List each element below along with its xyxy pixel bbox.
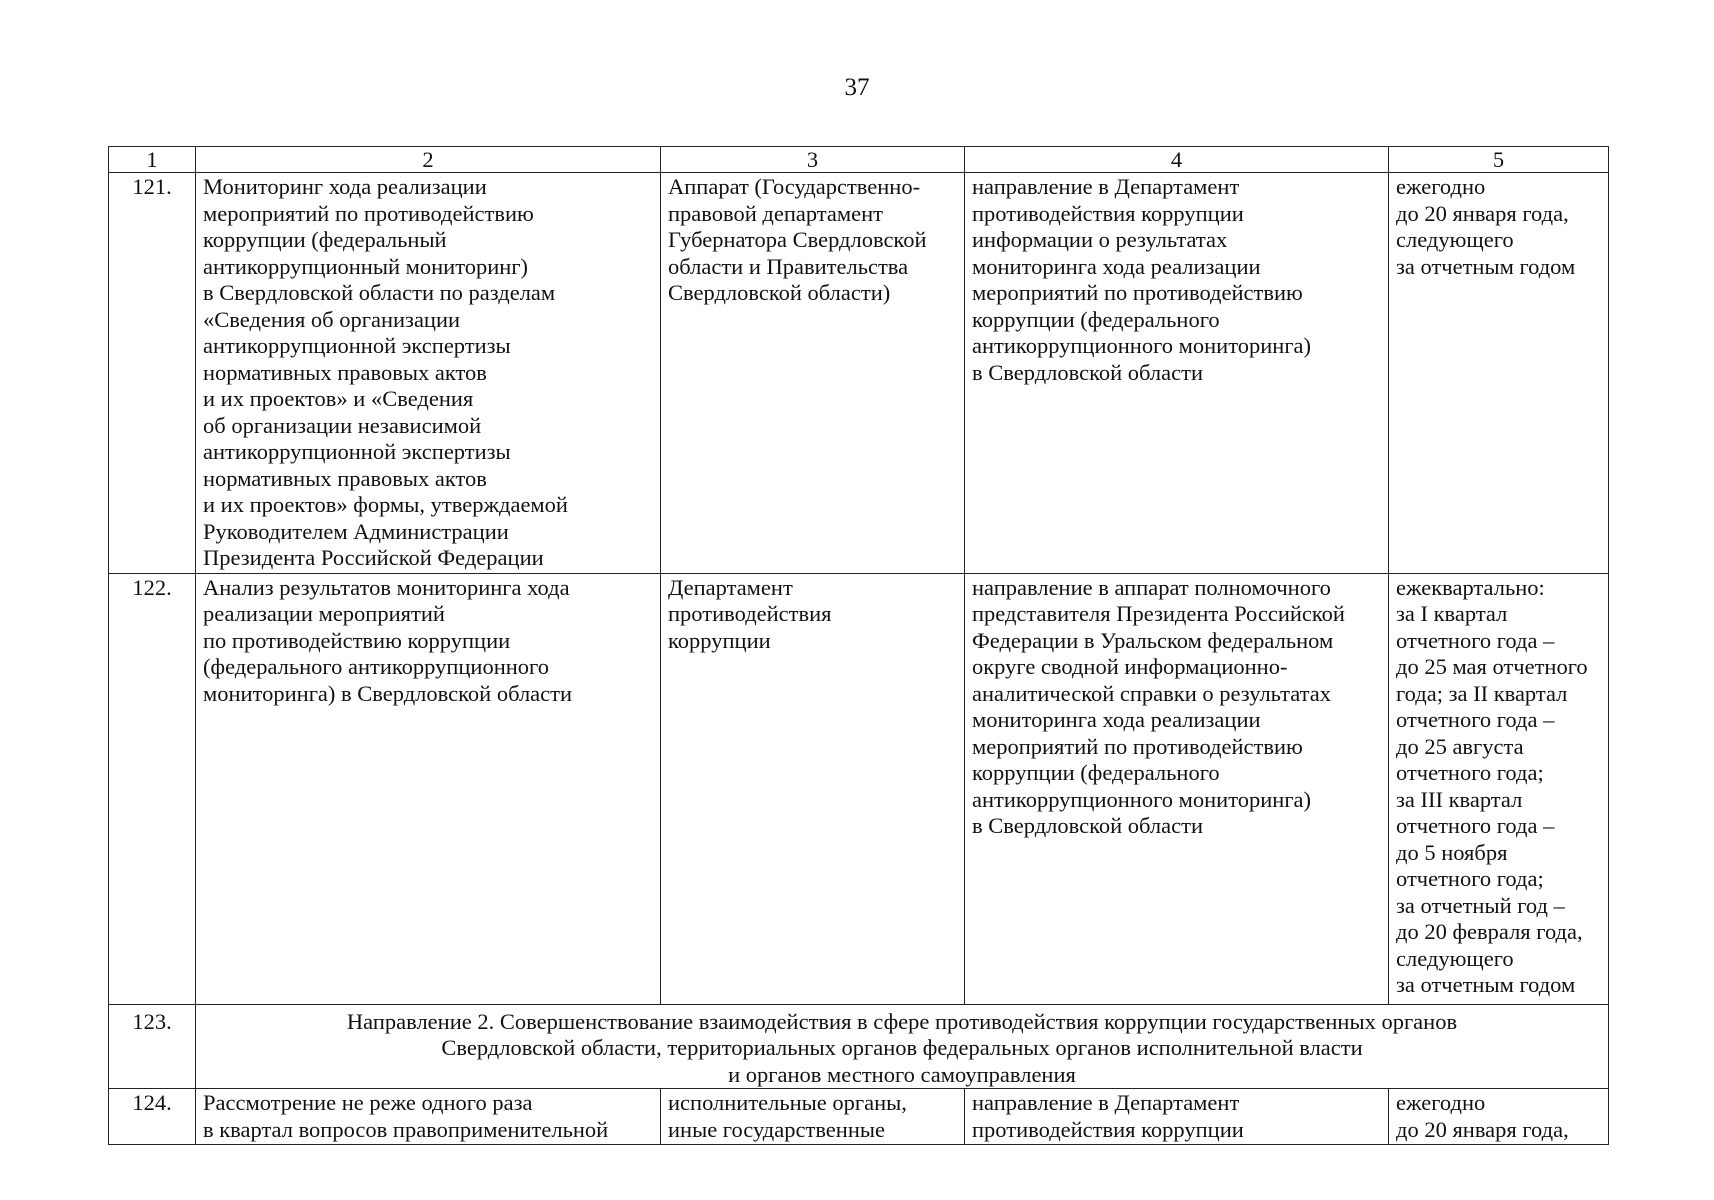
table-row [109,1089,1609,1145]
executor-cell: Департамент противодействия коррупции [661,573,965,1004]
table-row [109,173,1609,574]
section-row [109,1004,1609,1089]
result-cell: направление в аппарат полномочного представителя Президента Российской Федерации в Уральском федеральном округе сводной информационно- аналитической справки о результатах мониторинга хода реализации мероприятий по противодействию коррупции (федерального антикоррупционного мониторинга) в Свердловской области [965,573,1389,1004]
table-header-row [109,147,1609,173]
table-row [109,573,1609,1004]
executor-cell: Аппарат (Государственно- правовой департамент Губернатора Свердловской области и Правительства Свердловской области) [661,173,965,574]
column-header-2: 2 [196,147,661,173]
row-number: 124. [109,1089,196,1145]
column-header-1: 1 [109,147,196,173]
deadline-cell: ежегодно до 20 января года, следующего за отчетным годом [1389,173,1609,574]
column-header-4: 4 [965,147,1389,173]
row-number: 123. [109,1004,196,1089]
executor-cell: исполнительные органы, иные государственные [661,1089,965,1145]
activity-cell: Мониторинг хода реализации мероприятий по противодействию коррупции (федеральный антикоррупционный мониторинг) в Свердловской области по разделам «Сведения об организации антикоррупционной экспертизы нормативных правовых актов и их проектов» и «Сведения об организации независимой антикоррупционной экспертизы нормативных правовых актов и их проектов» формы, утверждаемой Руководителем Администрации Президента Российской Федерации [196,173,661,574]
page-number: 37 [844,74,870,101]
activity-cell: Анализ результатов мониторинга хода реализации мероприятий по противодействию коррупции (федерального антикоррупционного мониторинга) в Свердловской области [196,573,661,1004]
column-header-3: 3 [661,147,965,173]
column-header-5: 5 [1389,147,1609,173]
section-heading: Направление 2. Совершенствование взаимодействия в сфере противодействия коррупции государственных органов Свердловской области, территориальных органов федеральных органов исполнительной власти и органов местного самоуправления [196,1004,1609,1089]
result-cell: направление в Департамент противодействия коррупции информации о результатах мониторинга хода реализации мероприятий по противодействию коррупции (федерального антикоррупционного мониторинга) в Свердловской области [965,173,1389,574]
action-plan-table [108,146,1609,1145]
activity-cell: Рассмотрение не реже одного раза в квартал вопросов правоприменительной [196,1089,661,1145]
deadline-cell: ежегодно до 20 января года, [1389,1089,1609,1145]
row-number: 122. [109,573,196,1004]
deadline-cell: ежеквартально: за I квартал отчетного года – до 25 мая отчетного года; за II квартал отчетного года – до 25 августа отчетного года; за III квартал отчетного года – до 5 ноября отчетного года; за отчетный год – до 20 февраля года, следующего за отчетным годом [1389,573,1609,1004]
result-cell: направление в Департамент противодействия коррупции [965,1089,1389,1145]
row-number: 121. [109,173,196,574]
